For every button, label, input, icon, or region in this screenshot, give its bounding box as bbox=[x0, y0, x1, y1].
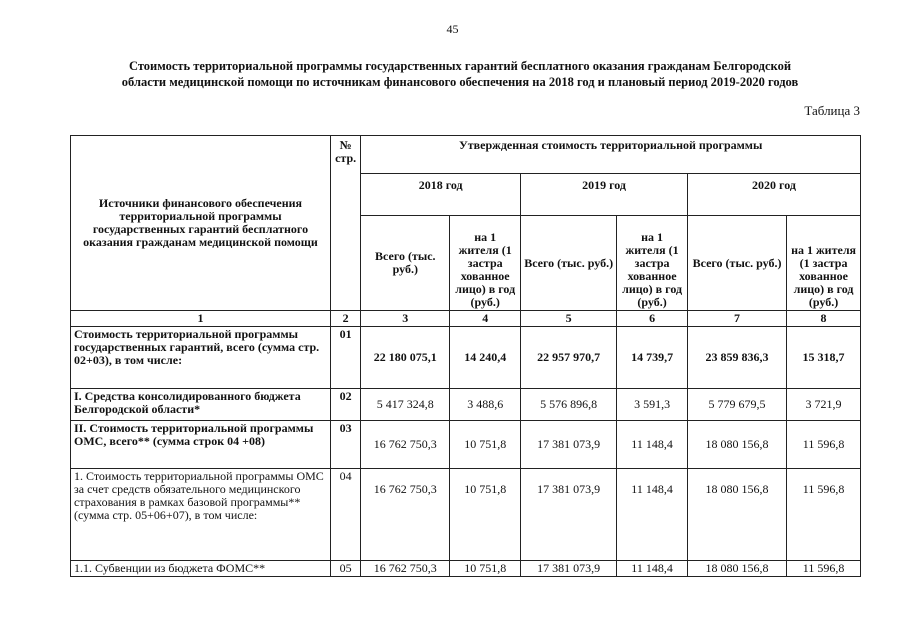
row-number: 02 bbox=[330, 389, 360, 421]
header-row-number: № стр. bbox=[330, 136, 360, 311]
header-per-capita-2020: на 1 жителя (1 застра хованное лицо) в год (руб.) bbox=[787, 216, 861, 311]
row-label: I. Средства консолидированного бюджета Белгородской области* bbox=[71, 389, 331, 421]
value-cell: 5 576 896,8 bbox=[521, 389, 617, 421]
value-cell: 16 762 750,3 bbox=[361, 561, 450, 577]
col-number: 5 bbox=[521, 311, 617, 327]
header-year-2019: 2019 год bbox=[521, 174, 688, 216]
col-number: 3 bbox=[361, 311, 450, 327]
table-label: Таблица 3 bbox=[804, 103, 860, 118]
row-label: II. Стоимость территориальной программы ОМС, всего** (сумма строк 04 +08) bbox=[71, 421, 331, 469]
row-label: 1.1. Субвенции из бюджета ФОМС** bbox=[71, 561, 331, 577]
col-number: 2 bbox=[330, 311, 360, 327]
table-row bbox=[71, 469, 861, 561]
table-row bbox=[71, 389, 861, 421]
header-per-capita-2018: на 1 жителя (1 застра хованное лицо) в год (руб.) bbox=[450, 216, 521, 311]
value-cell: 16 762 750,3 bbox=[361, 469, 450, 561]
row-number: 01 bbox=[330, 327, 360, 389]
col-number: 7 bbox=[687, 311, 786, 327]
col-number: 6 bbox=[617, 311, 688, 327]
value-cell: 17 381 073,9 bbox=[521, 469, 617, 561]
value-cell: 18 080 156,8 bbox=[687, 561, 786, 577]
table-row bbox=[71, 561, 861, 577]
value-cell: 11 596,8 bbox=[787, 421, 861, 469]
value-cell: 14 240,4 bbox=[450, 327, 521, 389]
value-cell: 11 148,4 bbox=[617, 469, 688, 561]
value-cell: 17 381 073,9 bbox=[521, 561, 617, 577]
document-title bbox=[60, 58, 860, 90]
header-approved-cost: Утвержденная стоимость территориальной программы bbox=[361, 136, 861, 174]
title-line-1: Стоимость территориальной программы государственных гарантий бесплатного оказания гражданам Белгородской bbox=[128, 59, 792, 73]
table-row bbox=[71, 327, 861, 389]
value-cell: 10 751,8 bbox=[450, 421, 521, 469]
value-cell: 11 596,8 bbox=[787, 561, 861, 577]
page-number: 45 bbox=[446, 22, 459, 36]
value-cell: 15 318,7 bbox=[787, 327, 861, 389]
value-cell: 10 751,8 bbox=[450, 469, 521, 561]
value-cell: 16 762 750,3 bbox=[361, 421, 450, 469]
value-cell: 11 148,4 bbox=[617, 421, 688, 469]
row-label: 1. Стоимость территориальной программы ОМС за счет средств обязательного медицинского страхования в рамках базовой программы** (сумма стр. 05+06+07), в том числе: bbox=[71, 469, 331, 561]
col-number: 4 bbox=[450, 311, 521, 327]
value-cell: 5 417 324,8 bbox=[361, 389, 450, 421]
col-number: 1 bbox=[71, 311, 331, 327]
header-per-capita-2019: на 1 жителя (1 застра хованное лицо) в год (руб.) bbox=[617, 216, 688, 311]
value-cell: 3 488,6 bbox=[450, 389, 521, 421]
row-number: 04 bbox=[330, 469, 360, 561]
value-cell: 18 080 156,8 bbox=[687, 421, 786, 469]
table-row bbox=[71, 421, 861, 469]
value-cell: 3 721,9 bbox=[787, 389, 861, 421]
value-cell: 5 779 679,5 bbox=[687, 389, 786, 421]
value-cell: 14 739,7 bbox=[617, 327, 688, 389]
header-total-2020: Всего (тыс. руб.) bbox=[687, 216, 786, 311]
header-year-2018: 2018 год bbox=[361, 174, 521, 216]
header-source: Источники финансового обеспечения территориальной программы государственных гарантий бесплатного оказания гражданам медицинской помощи bbox=[71, 136, 331, 311]
value-cell: 23 859 836,3 bbox=[687, 327, 786, 389]
value-cell: 3 591,3 bbox=[617, 389, 688, 421]
row-number: 05 bbox=[330, 561, 360, 577]
value-cell: 11 596,8 bbox=[787, 469, 861, 561]
row-label: Стоимость территориальной программы государственных гарантий, всего (сумма стр. 02+03), в том числе: bbox=[71, 327, 331, 389]
row-number: 03 bbox=[330, 421, 360, 469]
value-cell: 18 080 156,8 bbox=[687, 469, 786, 561]
header-total-2019: Всего (тыс. руб.) bbox=[521, 216, 617, 311]
value-cell: 10 751,8 bbox=[450, 561, 521, 577]
col-number: 8 bbox=[787, 311, 861, 327]
value-cell: 17 381 073,9 bbox=[521, 421, 617, 469]
title-line-2: области медицинской помощи по источникам финансового обеспечения на 2018 год и плановый период 2019-2020 годов bbox=[121, 75, 799, 89]
value-cell: 22 957 970,7 bbox=[521, 327, 617, 389]
header-total-2018: Всего (тыс. руб.) bbox=[361, 216, 450, 311]
header-year-2020: 2020 год bbox=[687, 174, 860, 216]
value-cell: 11 148,4 bbox=[617, 561, 688, 577]
value-cell: 22 180 075,1 bbox=[361, 327, 450, 389]
cost-table bbox=[70, 135, 861, 577]
